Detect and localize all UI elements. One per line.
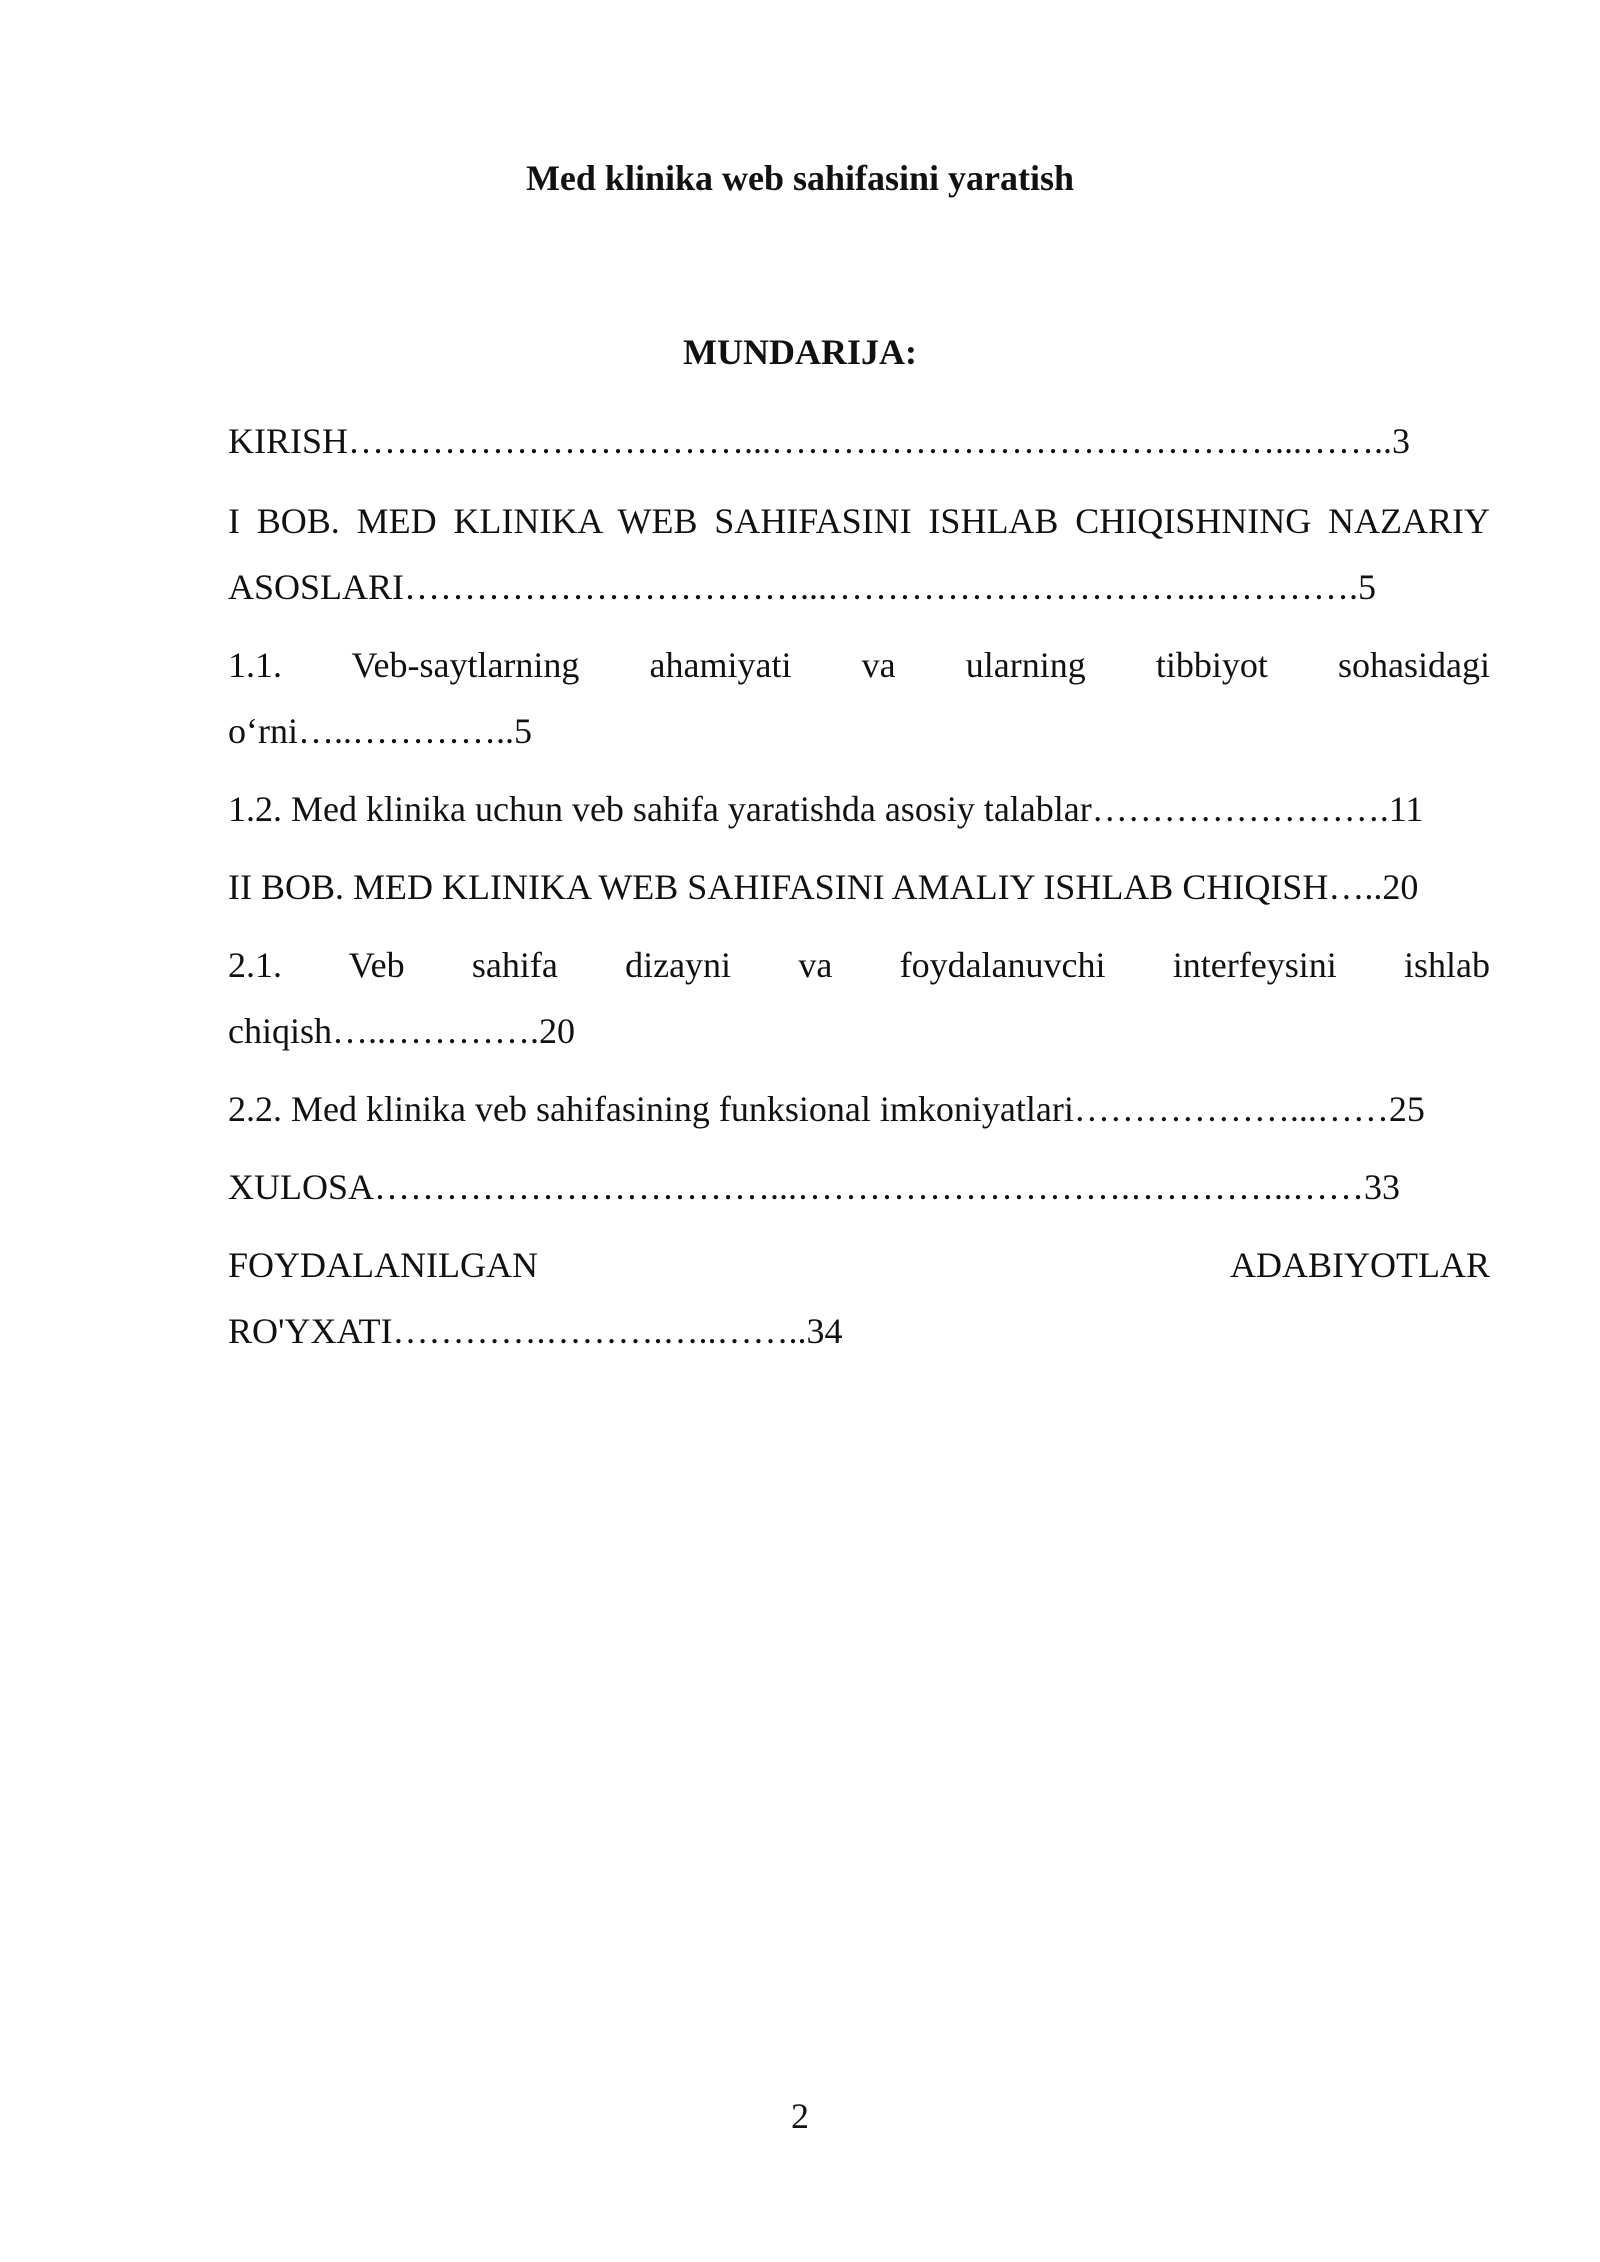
- toc-entry-section-2-2: 2.2. Med klinika veb sahifasining funksional imkoniyatlari………………...……25: [228, 1089, 1425, 1129]
- toc-entry-references-line-2: RO'YXATI………….……….…..……..34: [228, 1311, 843, 1351]
- page-number: 2: [791, 2096, 809, 2136]
- toc-entry-chapter-2: II BOB. MED KLINIKA WEB SAHIFASINI AMALIY ISHLAB CHIQISH…..20: [228, 867, 1419, 907]
- toc-entry-kirish: KIRISH……………………………...……………………………………...……..3: [228, 421, 1411, 461]
- toc-entry-section-1-1-line-1: 1.1. Veb-saytlarning ahamiyati va ularning tibbiyot sohasidagi: [228, 645, 1490, 685]
- toc-entry-section-2-1-line-2: chiqish…..………….20: [228, 1011, 575, 1051]
- toc-entry-section-1-2: 1.2. Med klinika uchun veb sahifa yaratishda asosiy talablar…………………….11: [228, 789, 1424, 829]
- toc-heading: MUNDARIJA:: [683, 332, 917, 372]
- toc-entry-section-1-1-line-2: o‘rni…..…………..5: [228, 711, 532, 751]
- toc-entry-references-line-1: FOYDALANILGAN ADABIYOTLAR: [228, 1245, 1490, 1285]
- toc-entry-xulosa: XULOSA……………………………...……………………….…………..……33: [228, 1167, 1401, 1207]
- toc-entry-chapter-1-line-2: ASOSLARI……………………………...…………………………..………….5: [228, 567, 1377, 607]
- document-title: Med klinika web sahifasini yaratish: [525, 158, 1075, 198]
- toc-entry-section-2-1-line-1: 2.1. Veb sahifa dizayni va foydalanuvchi interfeysini ishlab: [228, 945, 1490, 985]
- toc-entry-chapter-1-line-1: I BOB. MED KLINIKA WEB SAHIFASINI ISHLAB CHIQISHNING NAZARIY: [228, 501, 1490, 541]
